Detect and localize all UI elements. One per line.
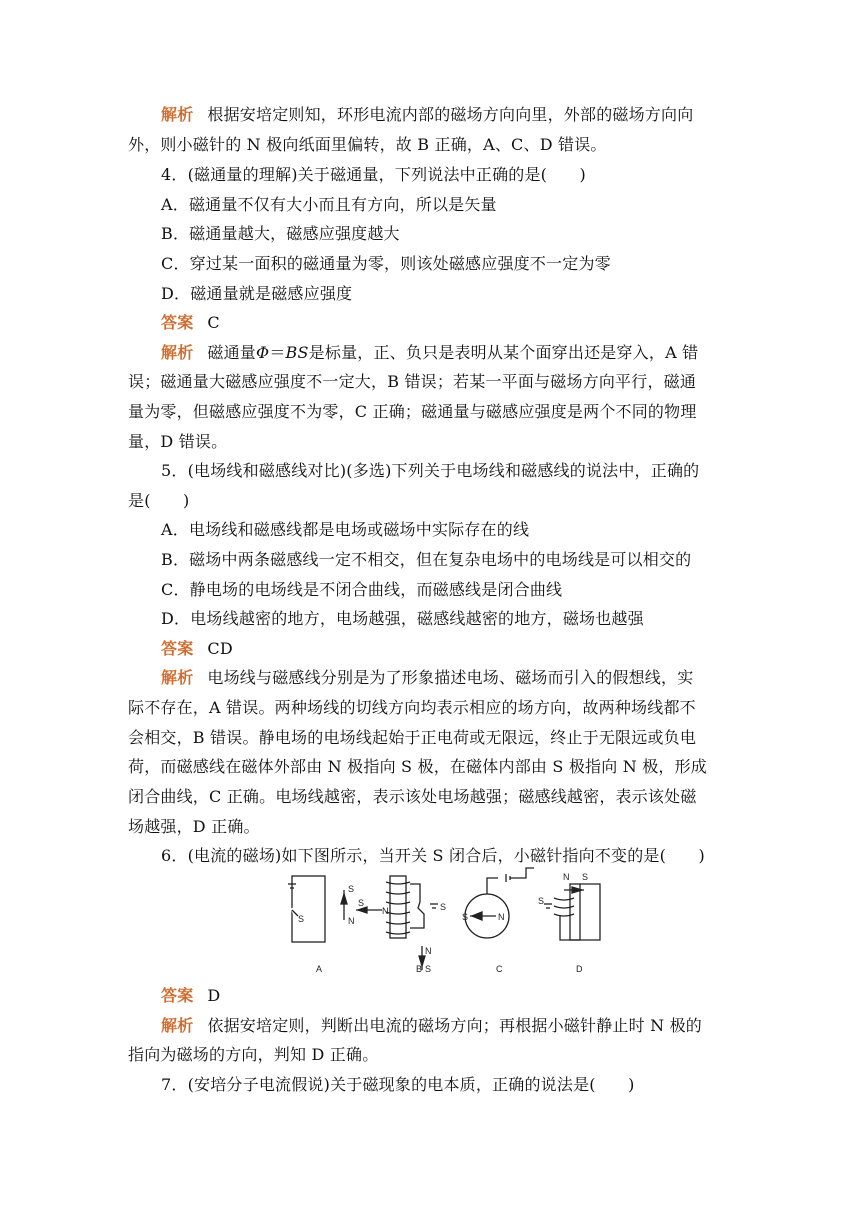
label-s: S xyxy=(538,896,545,906)
answer-5 xyxy=(161,637,233,661)
explanation-text: 外，则小磁针的 N 极向纸面里偏转，故 B 正确，A、C、D 错误。 xyxy=(128,135,607,154)
question-6: 6．(电流的磁场)如下图所示，当开关 S 闭合后，小磁针指向不变的是( ) xyxy=(161,846,705,865)
question-5: 5．(电场线和磁感线对比)(多选)下列关于电场线和磁感线的说法中，正确的 xyxy=(161,461,700,480)
option-4a: A．磁通量不仅有大小而且有方向，所以是矢量 xyxy=(161,195,497,214)
answer-6 xyxy=(161,984,220,1008)
explanation-5-line: 闭合曲线，C 正确。电场线越密，表示该处电场越强；磁感线越密，表示该处磁 xyxy=(128,787,697,806)
explanation-tag: 解析 xyxy=(161,105,194,124)
explanation-text: 根据安培定则知，环形电流内部的磁场方向向里，外部的磁场方向向 xyxy=(207,105,694,124)
figure-label-d: D xyxy=(576,964,583,974)
question-7: 7．(安培分子电流假说)关于磁现象的电本质，正确的说法是( ) xyxy=(161,1075,635,1094)
answer-value: CD xyxy=(207,639,233,658)
explanation-5-line xyxy=(161,666,693,690)
explanation-4-line: 误；磁通量大磁感应强度不一定大，B 错误；若某一平面与磁场方向平行，磁通 xyxy=(128,372,697,391)
phi-symbol: Φ xyxy=(256,343,270,362)
option-5d: D．电场线越密的地方，电场越强，磁感线越密的地方，磁场也越强 xyxy=(161,609,644,628)
figure-label-a: A xyxy=(316,964,323,974)
explanation-4-line: 量，D 错误。 xyxy=(128,432,228,451)
explanation-text: 依据安培定则，判断出电流的磁场方向；再根据小磁针静止时 N 极的 xyxy=(207,1016,702,1035)
answer-4 xyxy=(161,311,220,335)
label-s: S xyxy=(348,884,355,894)
explanation-tag: 解析 xyxy=(161,343,194,362)
label-n: N xyxy=(498,912,505,922)
label-n: N xyxy=(563,872,570,882)
explanation-text: 是标量，正、负只是表明从某个面穿出还是穿入，A 错 xyxy=(308,343,699,362)
label-s: S xyxy=(425,964,432,974)
answer-value: D xyxy=(207,986,221,1005)
explanation-tag: 解析 xyxy=(161,668,194,687)
circuit-a xyxy=(288,876,347,942)
explanation-6-line xyxy=(161,1014,702,1038)
explanation-4-line xyxy=(161,341,698,365)
explanation-5-line: 际不存在，A 错误。两种场线的切线方向均表示相应的场方向，故两种场线都不 xyxy=(128,698,696,717)
question-4: 4．(磁通量的理解)关于磁通量，下列说法中正确的是( ) xyxy=(161,165,586,184)
figure-label-c: C xyxy=(496,964,503,974)
equals-symbol: ＝ xyxy=(269,343,286,362)
explanation-5-line: 会相交，B 错误。静电场的电场线起始于正电荷或无限远，终止于无限远或负电 xyxy=(128,728,697,747)
question-5-cont: 是( ) xyxy=(128,491,190,510)
explanation-5-line: 场越强，D 正确。 xyxy=(128,817,260,836)
option-4c: C．穿过某一面积的磁通量为零，则该处磁感应强度不一定为零 xyxy=(161,254,611,273)
explanation-6-line: 指向为磁场的方向，判知 D 正确。 xyxy=(128,1045,379,1064)
label-n: N xyxy=(382,906,389,916)
circuit-c xyxy=(465,868,534,938)
formula-bs: BS xyxy=(285,343,309,362)
explanation-text: 电场线与磁感线分别是为了形象描述电场、磁场而引入的假想线，实 xyxy=(207,668,694,687)
option-4d: D．磁通量就是磁感应强度 xyxy=(161,284,353,303)
label-n: N xyxy=(425,946,432,956)
label-n: N xyxy=(348,916,355,926)
label-s: S xyxy=(462,912,469,922)
answer-tag: 答案 xyxy=(161,986,194,1005)
explanation-line xyxy=(161,103,693,127)
explanation-tag: 解析 xyxy=(161,1016,194,1035)
option-4b: B．磁通量越大，磁感应强度越大 xyxy=(161,224,400,243)
option-5c: C．静电场的电场线是不闭合曲线，而磁感线是闭合曲线 xyxy=(161,580,563,599)
explanation-4-line: 量为零，但磁感应强度不为零，C 正确；磁通量与磁感应强度是两个不同的物理 xyxy=(128,402,697,421)
option-5a: A．电场线和磁感线都是电场或磁场中实际存在的线 xyxy=(161,520,530,539)
explanation-text: 磁通量 xyxy=(207,343,257,362)
answer-tag: 答案 xyxy=(161,639,194,658)
label-s: S xyxy=(358,898,365,908)
explanation-5-line: 荷，而磁感线在磁体外部由 N 极指向 S 极，在磁体内部由 S 极指向 N 极，形成 xyxy=(128,757,708,776)
label-s: S xyxy=(582,872,589,882)
answer-tag: 答案 xyxy=(161,313,194,332)
figure-label-b: B xyxy=(416,964,423,974)
option-5b: B．磁场中两条磁感线一定不相交，但在复杂电场中的电场线是可以相交的 xyxy=(161,550,692,569)
answer-value: C xyxy=(207,313,220,332)
circuit-d xyxy=(544,884,600,940)
label-s: S xyxy=(298,914,305,924)
label-s: S xyxy=(440,902,447,912)
explanation-line xyxy=(128,133,607,157)
circuit-figure xyxy=(282,866,622,978)
